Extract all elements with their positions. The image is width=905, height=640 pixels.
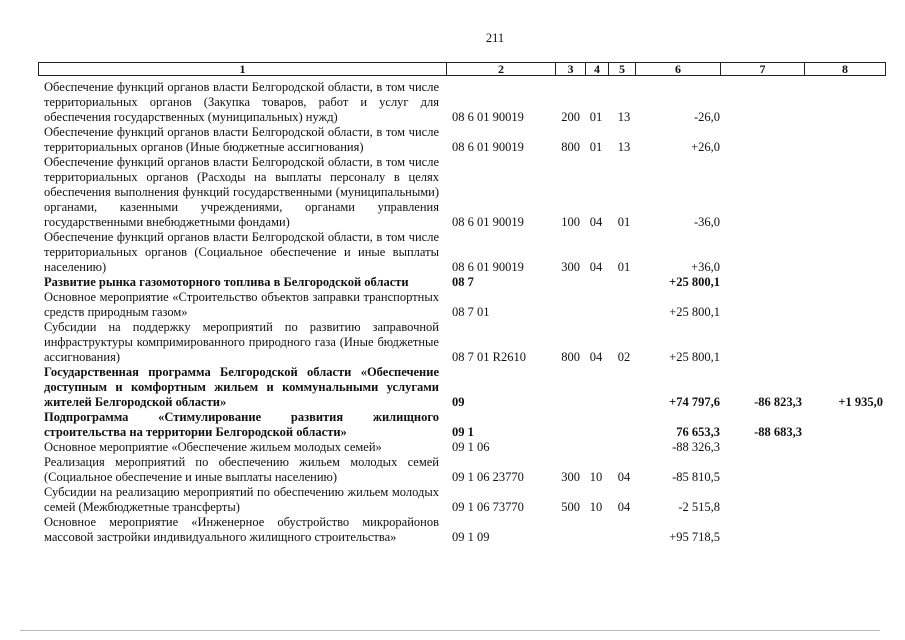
row-code: 08 6 01 90019: [452, 260, 524, 274]
row-name: Обеспечение функций органов власти Белгородской области, в том числе территориальных органов (Расходы на выплаты персоналу в целях обеспечения выполнения функций государственными (муниципальными) органами, казенными учреждениями, органами управления государственными внебюджетными фондами): [44, 155, 439, 229]
row-code: 08 7 01 R2610: [452, 350, 526, 364]
header-col-3: 3: [556, 63, 586, 75]
row-code: 09 1 06 73770: [452, 500, 524, 514]
table-row: [0, 155, 905, 230]
row-name: Основное мероприятие «Инженерное обустройство микрорайонов массовой застройки индивидуального жилищного строительства»: [44, 515, 439, 544]
row-col-4: 10: [589, 470, 603, 484]
table-row: [0, 410, 905, 440]
row-col-3: 300: [561, 470, 580, 484]
row-col-4: 04: [589, 350, 603, 364]
row-col-6: -36,0: [693, 215, 720, 229]
row-code: 09: [452, 395, 465, 409]
row-col-6: +25 800,1: [669, 275, 720, 289]
row-name: Субсидии на реализацию мероприятий по обеспечению жильем молодых семей (Межбюджетные трансферты): [44, 485, 439, 514]
row-name: Обеспечение функций органов власти Белгородской области, в том числе территориальных органов (Социальное обеспечение и иные выплаты населению): [44, 230, 439, 274]
row-name: Подпрограмма «Стимулирование развития жилищного строительства на территории Белгородской области»: [44, 410, 439, 439]
row-col-3: 100: [561, 215, 580, 229]
table-row: [0, 485, 905, 515]
row-code: 09 1 06: [452, 440, 490, 454]
row-col-6: +25 800,1: [669, 350, 720, 364]
row-code: 08 7: [452, 275, 474, 289]
table-row: [0, 515, 905, 545]
row-col-4: 04: [589, 215, 603, 229]
row-col-3: 800: [561, 350, 580, 364]
row-code: 08 7 01: [452, 305, 490, 319]
row-name: Основное мероприятие «Обеспечение жильем молодых семей»: [44, 440, 382, 454]
header-col-7: 7: [721, 63, 805, 75]
header-col-4: 4: [586, 63, 609, 75]
row-code: 09 1 09: [452, 530, 490, 544]
row-col-4: 01: [589, 140, 603, 154]
table-body: [0, 80, 905, 545]
row-col-6: -85 810,5: [672, 470, 720, 484]
table-row: [0, 230, 905, 275]
table-header: [38, 62, 886, 76]
row-col-3: 800: [561, 140, 580, 154]
row-col-4: 10: [589, 500, 603, 514]
header-col-2: 2: [447, 63, 556, 75]
row-col-5: 04: [617, 500, 631, 514]
row-col-6: +36,0: [691, 260, 720, 274]
header-col-5: 5: [609, 63, 636, 75]
row-col-5: 04: [617, 470, 631, 484]
table-row: [0, 275, 905, 290]
row-col-3: 200: [561, 110, 580, 124]
table-row: [0, 365, 905, 410]
table-row: [0, 440, 905, 455]
row-code: 09 1: [452, 425, 474, 439]
row-col-6: +26,0: [691, 140, 720, 154]
table-row: [0, 80, 905, 125]
row-col-3: 300: [561, 260, 580, 274]
row-code: 08 6 01 90019: [452, 215, 524, 229]
row-col-5: 02: [617, 350, 631, 364]
row-col-5: 13: [617, 140, 631, 154]
table-row: [0, 320, 905, 365]
row-name: Развитие рынка газомоторного топлива в Белгородской области: [44, 275, 409, 289]
row-col-6: -26,0: [693, 110, 720, 124]
row-col-6: 76 653,3: [676, 425, 720, 439]
row-col-6: +74 797,6: [669, 395, 720, 409]
row-col-3: 500: [561, 500, 580, 514]
row-col-4: 01: [589, 110, 603, 124]
header-col-8: 8: [842, 62, 848, 76]
row-code: 09 1 06 23770: [452, 470, 524, 484]
page-bottom-divider: [20, 630, 880, 631]
row-col-4: 04: [589, 260, 603, 274]
row-col-6: +25 800,1: [669, 305, 720, 319]
table-row: [0, 290, 905, 320]
row-name: Основное мероприятие «Строительство объектов заправки транспортных средств природным газом»: [44, 290, 439, 319]
row-col-6: -2 515,8: [678, 500, 720, 514]
row-name: Субсидии на поддержку мероприятий по развитию заправочной инфраструктуры компримированного природного газа (Иные бюджетные ассигнования): [44, 320, 439, 364]
row-col-5: 13: [617, 110, 631, 124]
row-code: 08 6 01 90019: [452, 110, 524, 124]
row-col-8: +1 935,0: [838, 395, 883, 409]
row-code: 08 6 01 90019: [452, 140, 524, 154]
row-col-7: -88 683,3: [754, 425, 802, 439]
table-row: [0, 125, 905, 155]
row-name: Обеспечение функций органов власти Белгородской области, в том числе территориальных органов (Закупка товаров, работ и услуг для обеспечения государственных (муниципальных) нужд): [44, 80, 439, 124]
header-col-1: 1: [39, 63, 447, 75]
row-name: Реализация мероприятий по обеспечению жильем молодых семей (Социальное обеспечение и иные выплаты населению): [44, 455, 439, 484]
row-name: Государственная программа Белгородской области «Обеспечение доступным и комфортным жильем и коммунальными услугами жителей Белгородской области»: [44, 365, 439, 409]
row-col-6: -88 326,3: [672, 440, 720, 454]
row-col-5: 01: [617, 260, 631, 274]
row-col-6: +95 718,5: [669, 530, 720, 544]
row-col-7: -86 823,3: [754, 395, 802, 409]
table-row: [0, 455, 905, 485]
header-col-6: 6: [636, 63, 721, 75]
row-name: Обеспечение функций органов власти Белгородской области, в том числе территориальных органов (Иные бюджетные ассигнования): [44, 125, 439, 154]
row-col-5: 01: [617, 215, 631, 229]
page-number: 211: [485, 31, 505, 45]
